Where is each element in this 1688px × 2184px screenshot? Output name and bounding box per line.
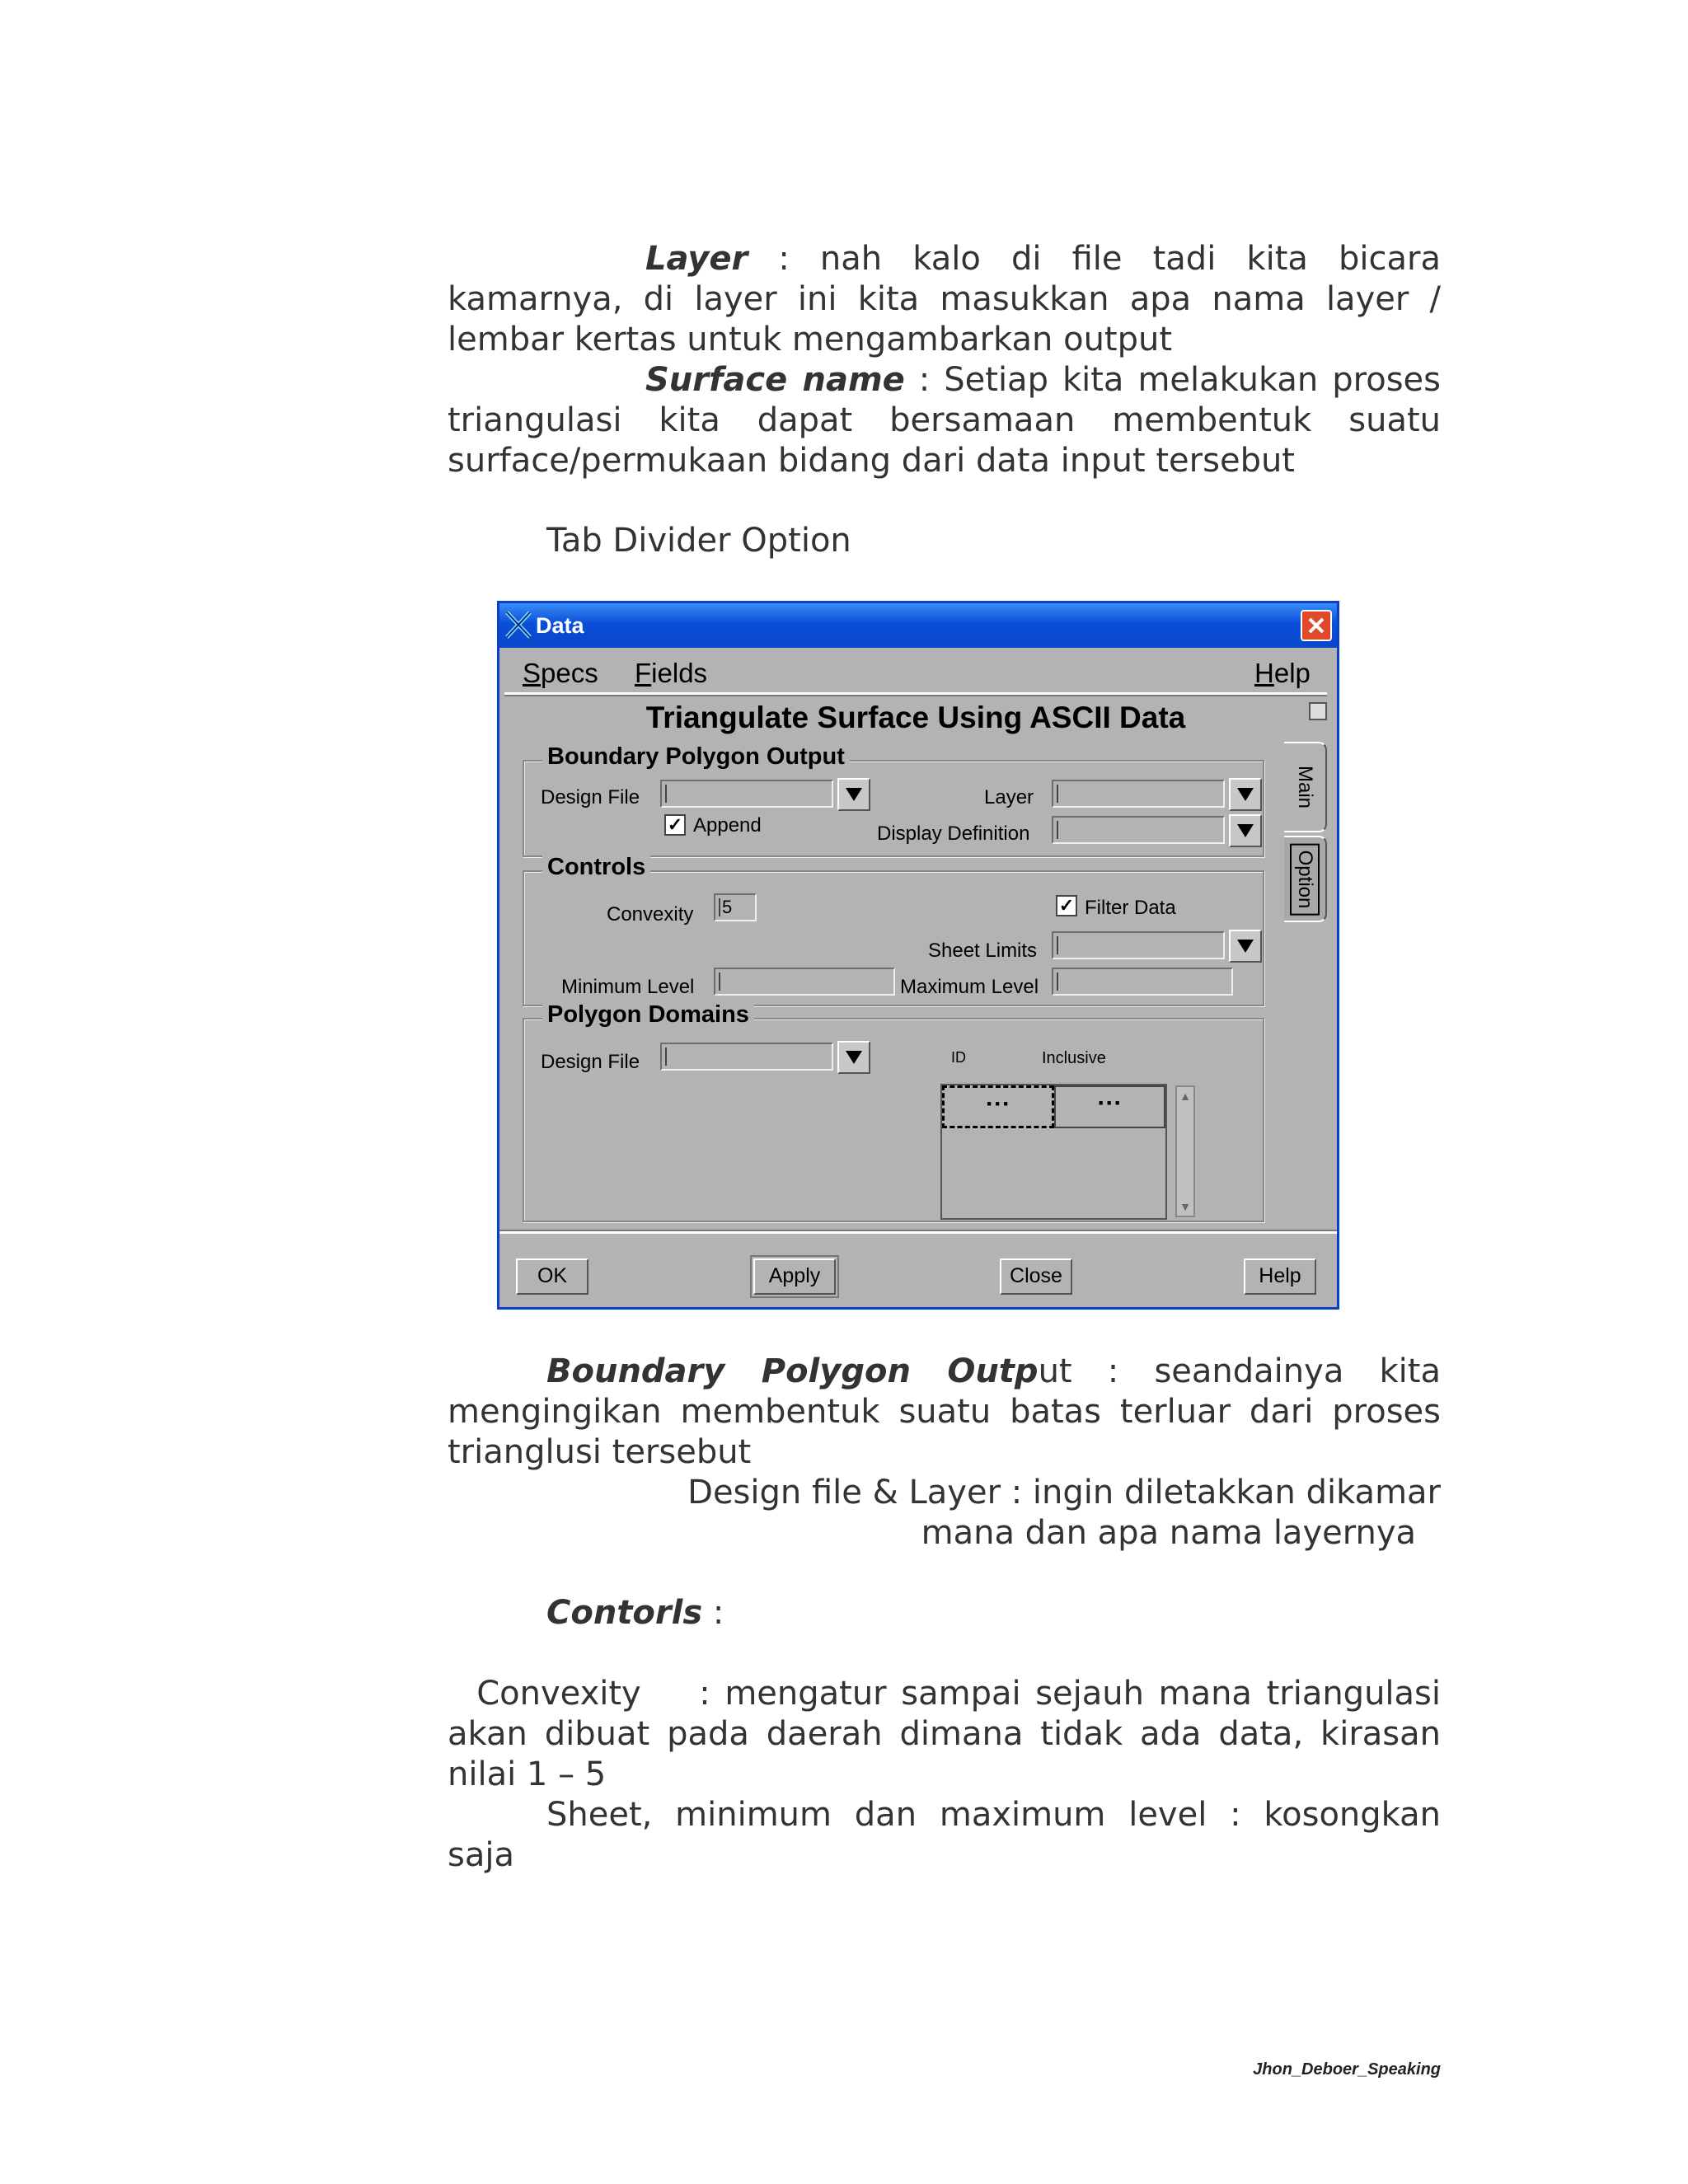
layer-field[interactable] xyxy=(1052,780,1225,808)
display-definition-field[interactable] xyxy=(1052,816,1225,844)
domains-design-file-dropdown[interactable] xyxy=(837,1041,870,1074)
layer-text: : nah kalo di file tadi kita bicara kamarnya, di layer ini kita masukkan apa nama layer / lembar kertas untuk mengambarkan output xyxy=(448,240,1441,359)
layer-label: Layer xyxy=(984,786,1034,808)
surface-name-text: : Setiap kita melakukan proses triangulasi kita dapat bersamaan membentuk suatu surface/permukaan bidang dari data input tersebut xyxy=(448,361,1441,480)
section-title: Tab Divider Option xyxy=(546,522,851,560)
menu-bar xyxy=(504,651,1327,695)
convexity-field[interactable]: 5 xyxy=(714,893,757,921)
minimum-level-field[interactable] xyxy=(714,968,895,996)
polygon-domains-legend: Polygon Domains xyxy=(542,1001,754,1029)
inclusive-cell[interactable]: ··· xyxy=(1054,1085,1165,1128)
id-cell[interactable]: ··· xyxy=(942,1085,1054,1128)
design-file-layer-line1: Design file & Layer : ingin diletakkan dikamar xyxy=(687,1474,1441,1511)
domains-design-file-field[interactable] xyxy=(660,1043,833,1071)
controls-group xyxy=(523,854,1264,1006)
boundary-text: : seandainya kita mengingikan membentuk suatu batas terluar dari proses trianglusi tersebut xyxy=(448,1352,1441,1471)
scroll-up-icon[interactable]: ▲ xyxy=(1179,1090,1191,1103)
maximum-level-label: Maximum Level xyxy=(900,976,1039,998)
sheet-limits-field[interactable] xyxy=(1052,931,1225,959)
filter-data-label: Filter Data xyxy=(1085,897,1176,919)
surface-name-paragraph xyxy=(448,360,1441,481)
domains-table xyxy=(940,1084,1167,1220)
design-file-label: Design File xyxy=(541,786,640,808)
button-bar xyxy=(499,1231,1337,1308)
boundary-paragraph xyxy=(448,1352,1441,1473)
menu-help[interactable]: Help xyxy=(1254,658,1311,688)
convexity-term: Convexity xyxy=(476,1675,641,1713)
boundary-term: Boundary Polygon Outp xyxy=(546,1352,1039,1390)
convexity-text: : mengatur sampai sejauh mana triangulasi akan dibuat pada daerah dimana tidak ada data, kirasan nilai 1 – 5 xyxy=(448,1675,1451,1793)
append-label: Append xyxy=(693,814,762,837)
maximum-level-field[interactable] xyxy=(1052,968,1233,996)
close-icon xyxy=(1302,612,1330,640)
tab-option[interactable] xyxy=(1284,836,1327,922)
data-dialog xyxy=(497,601,1339,1310)
convexity-label: Convexity xyxy=(607,903,694,926)
layer-dropdown[interactable] xyxy=(1229,778,1262,811)
boundary-polygon-group xyxy=(523,743,1264,857)
layer-term: Layer xyxy=(645,240,748,278)
design-file-layer-line2: mana dan apa nama layernya xyxy=(921,1514,1416,1552)
apply-button[interactable]: Apply xyxy=(753,1258,836,1295)
pin-icon[interactable] xyxy=(1309,702,1327,720)
ok-button[interactable]: OK xyxy=(516,1258,588,1295)
layer-paragraph xyxy=(448,239,1441,360)
design-file-field[interactable] xyxy=(660,780,833,808)
domains-design-file-label: Design File xyxy=(541,1051,640,1073)
x-app-icon xyxy=(504,610,532,640)
controls-legend: Controls xyxy=(542,854,650,881)
minimum-level-label: Minimum Level xyxy=(561,976,695,998)
boundary-legend: Boundary Polygon Output xyxy=(542,743,850,771)
help-button[interactable]: Help xyxy=(1244,1258,1316,1295)
design-file-dropdown[interactable] xyxy=(837,778,870,811)
domains-scrollbar[interactable] xyxy=(1175,1085,1195,1217)
append-checkbox[interactable]: ✓ xyxy=(664,814,686,836)
polygon-domains-group xyxy=(523,1001,1264,1222)
close-button[interactable]: Close xyxy=(1000,1258,1072,1295)
filter-data-checkbox[interactable]: ✓ xyxy=(1056,895,1077,916)
sheet-limits-dropdown[interactable] xyxy=(1229,930,1262,963)
tab-main[interactable] xyxy=(1284,742,1327,832)
dialog-titlebar[interactable] xyxy=(499,603,1337,648)
footer-author: Jhon_Deboer_Speaking xyxy=(1253,2060,1441,2079)
sheet-limits-label: Sheet Limits xyxy=(928,940,1038,962)
display-definition-dropdown[interactable] xyxy=(1229,814,1262,847)
controls-heading xyxy=(546,1593,724,1633)
col-inclusive-header: Inclusive xyxy=(1042,1049,1106,1067)
menu-fields[interactable]: Fields xyxy=(635,658,708,688)
close-window-button[interactable] xyxy=(1301,610,1332,641)
sheet-paragraph: Sheet, minimum dan maximum level : kosongkan saja xyxy=(448,1796,1441,1874)
tab-main-label: Main xyxy=(1294,765,1316,809)
surface-name-term: Surface name xyxy=(645,361,905,399)
convexity-paragraph xyxy=(448,1633,1451,1795)
scroll-down-icon[interactable]: ▼ xyxy=(1179,1200,1191,1213)
menu-specs[interactable]: Specs xyxy=(523,658,598,688)
dialog-title: Data xyxy=(536,613,584,638)
display-definition-label: Display Definition xyxy=(877,823,1030,845)
controls-colon: : xyxy=(702,1594,724,1632)
dialog-heading: Triangulate Surface Using ASCII Data xyxy=(645,701,1186,734)
tab-option-label: Option xyxy=(1290,843,1320,915)
boundary-term-rest: ut xyxy=(1038,1352,1072,1390)
col-id-header: ID xyxy=(951,1049,966,1066)
controls-term: Contorls xyxy=(546,1594,703,1632)
